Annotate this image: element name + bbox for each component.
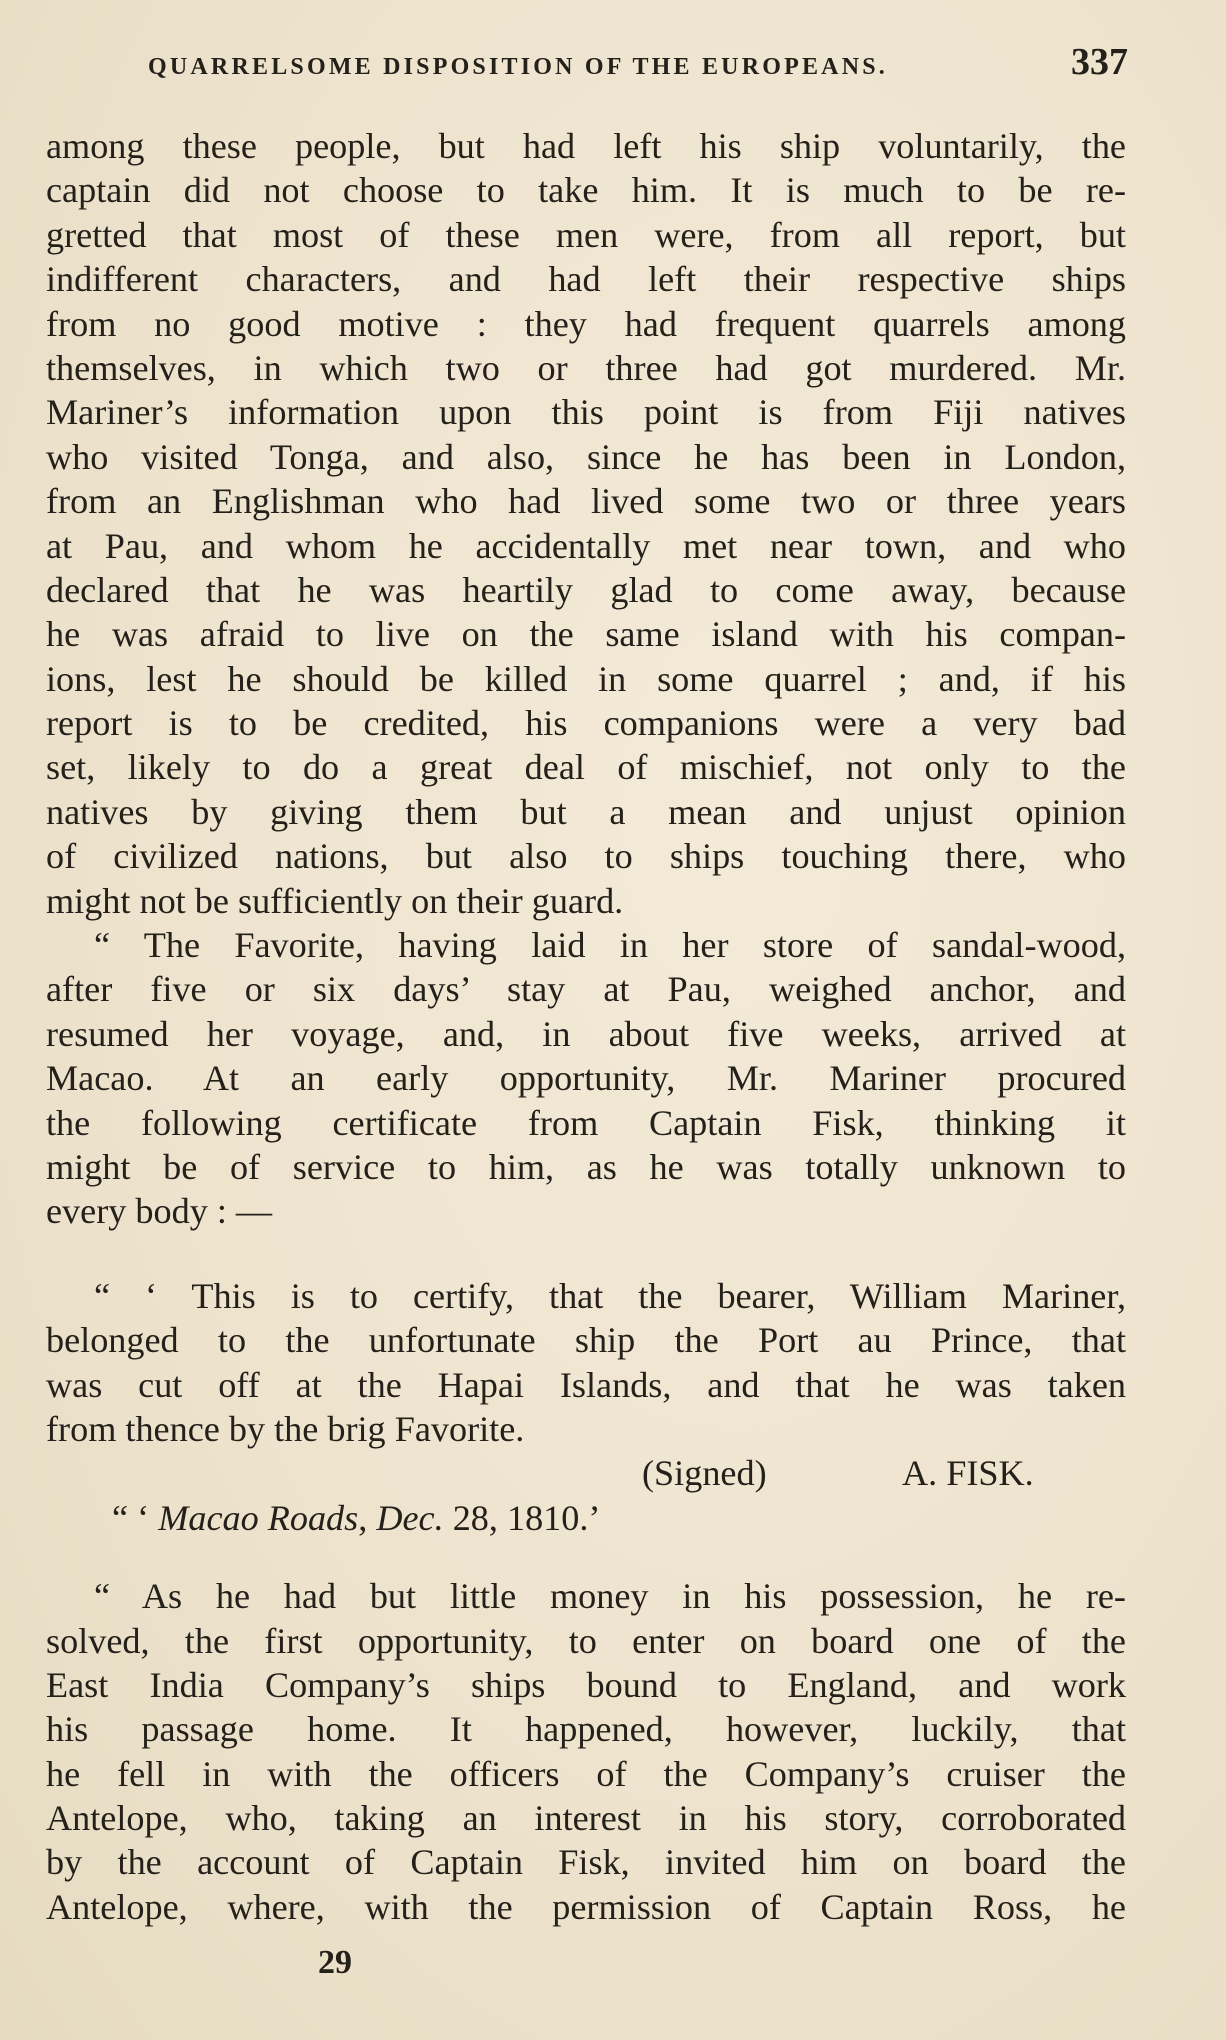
dateline-place: Macao Roads (158, 1497, 359, 1538)
body-line: East India Company’s ships bound to England, and work (46, 1664, 1126, 1705)
body-line: at Pau, and whom he accidentally met near town, and who (46, 525, 1126, 566)
certificate-line: from thence by the brig Favorite. (46, 1408, 525, 1449)
dateline-rest: 28, 1810.’ (443, 1497, 601, 1538)
signer-name: A. FISK. (902, 1453, 1034, 1494)
certificate-line: was cut off at the Hapai Islands, and that he was taken (46, 1364, 1126, 1405)
paragraph-gap (46, 1540, 1126, 1574)
running-head (48, 40, 1128, 90)
body-line: from no good motive : they had frequent quarrels among (46, 303, 1126, 344)
body-line: Antelope, where, with the permission of Captain Ross, he (46, 1886, 1126, 1927)
certificate-quote (46, 1274, 1126, 1540)
body-line: “ As he had but little money in his possession, he re- (94, 1576, 1126, 1617)
body-line: from an Englishman who had lived some two or three years (46, 481, 1126, 522)
body-line: indifferent characters, and had left their respective ships (46, 259, 1126, 300)
body-line: “ The Favorite, having laid in her store of sandal-wood, (94, 925, 1126, 966)
body-line: declared that he was heartily glad to come away, because (46, 569, 1126, 610)
paragraph-gap (46, 1234, 1126, 1274)
body-line: gretted that most of these men were, from all report, but (46, 214, 1126, 255)
body-line: he fell in with the officers of the Company’s cruiser the (46, 1753, 1126, 1794)
signature-mark: 29 (318, 1944, 352, 1981)
dateline-quote: “ ‘ (112, 1497, 159, 1538)
body-line: of civilized nations, but also to ships touching there, who (46, 836, 1126, 877)
body-line: captain did not choose to take him. It is much to be re- (46, 170, 1126, 211)
body-line: solved, the first opportunity, to enter on board one of the (46, 1620, 1126, 1661)
body-line: might not be sufficiently on their guard. (46, 880, 624, 921)
body-line: report is to be credited, his companions were a very bad (46, 703, 1126, 744)
body-line: by the account of Captain Fisk, invited him on board the (46, 1842, 1126, 1883)
body-line: themselves, in which two or three had got murdered. Mr. (46, 347, 1126, 388)
text-block (46, 124, 1126, 1929)
certificate-line: “ ‘ This is to certify, that the bearer, William Mariner, (94, 1275, 1126, 1316)
signed-label: (Signed) (642, 1453, 767, 1494)
body-line: after five or six days’ stay at Pau, weighed anchor, and (46, 969, 1126, 1010)
dateline-month: Dec. (376, 1497, 444, 1538)
body-line: the following certificate from Captain Fisk, thinking it (46, 1102, 1126, 1143)
body-line: ions, lest he should be killed in some quarrel ; and, if his (46, 658, 1126, 699)
dateline (46, 1496, 1126, 1540)
body-line: who visited Tonga, and also, since he has been in London, (46, 436, 1126, 477)
body-line: he was afraid to live on the same island with his compan- (46, 614, 1126, 655)
body-line: among these people, but had left his ship voluntarily, the (46, 126, 1126, 166)
signature-line (46, 1451, 1126, 1495)
dateline-separator: , (358, 1497, 377, 1538)
body-line: Antelope, who, taking an interest in his story, corroborated (46, 1798, 1126, 1839)
page-number: 337 (1071, 41, 1128, 83)
body-line: Mariner’s information upon this point is from Fiji natives (46, 392, 1126, 433)
body-line: might be of service to him, as he was totally unknown to (46, 1146, 1126, 1187)
body-line: resumed her voyage, and, in about five weeks, arrived at (46, 1013, 1126, 1054)
body-line: natives by giving them but a mean and unjust opinion (46, 791, 1126, 832)
certificate-line: belonged to the unfortunate ship the Port au Prince, that (46, 1320, 1126, 1361)
body-line: Macao. At an early opportunity, Mr. Mariner procured (46, 1058, 1126, 1099)
running-title: QUARRELSOME DISPOSITION OF THE EUROPEANS. (148, 54, 888, 80)
body-line: his passage home. It happened, however, luckily, that (46, 1709, 1126, 1750)
body-line: every body : — (46, 1191, 273, 1232)
body-line: set, likely to do a great deal of mischief, not only to the (46, 747, 1126, 788)
